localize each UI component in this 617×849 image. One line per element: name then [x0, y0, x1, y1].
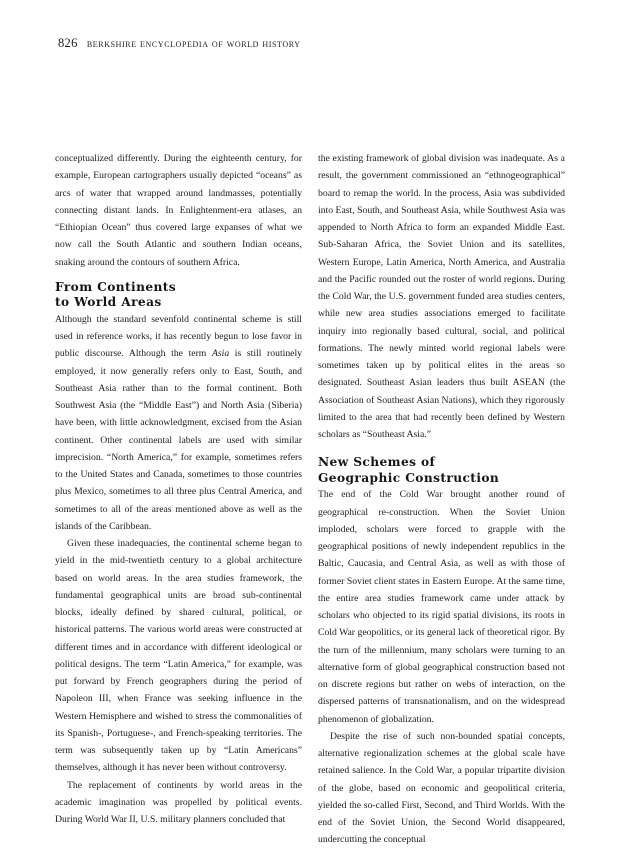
- running-head: [58, 36, 301, 51]
- emphasis: Asia: [211, 348, 230, 360]
- right-column: [318, 150, 565, 849]
- heading-line: From Continents: [55, 279, 177, 294]
- left-column: [55, 150, 302, 828]
- section-heading-new-schemes: [318, 455, 565, 486]
- paragraph: conceptualized differently. During the eighteenth century, for example, European cartographers usually depicted “oceans” as arcs of water that wrapped around landmasses, potentially connecting distant lands. In Enlightenment-era atlases, an “Ethiopian Ocean” thus covered large expanses of what we now call the South Atlantic and southern Indian oceans, snaking around the contours of southern Africa.: [55, 153, 302, 268]
- text-run: is still routinely employed, it now generally refers only to East, South, and Southeast Asia rather than to the formal continent. Both Southwest Asia (the “Middle East”) and North Asia (Siberia) have been, with little acknowledgment, excised from the Asian continent. Other continental labels are used with similar imprecision. “North America,” for example, sometimes refers to the United States and Canada, sometimes to those countries plus Mexico, sometimes to all three plus Central America, and sometimes to all of the areas mentioned above as well as the islands of the Caribbean.: [55, 348, 303, 532]
- heading-line: New Schemes of: [318, 455, 436, 470]
- text-run: Although the standard sevenfold continental scheme is still used in reference works, it has recently begun to lose favor in public discourse. Although the term: [55, 313, 302, 360]
- book-title: berkshire encyclopedia of world history: [86, 38, 301, 50]
- paragraph: Despite the rise of such non-bounded spatial concepts, alternative regionalization schemes at the global scale have retained salience. In the Cold War, a popular tripartite division of the globe, based on economic and geopolitical criteria, yielded the so-called First, Second, and Third Worlds. With the end of the Soviet Union, the Second World disappeared, undercutting the conceptual: [318, 730, 565, 846]
- section-heading-continents: [55, 280, 302, 311]
- page-number: 826: [58, 36, 78, 50]
- paragraph: The replacement of continents by world areas in the academic imagination was propelled by political events. During World War II, U.S. military planners concluded that: [55, 779, 302, 825]
- heading-line: to World Areas: [55, 295, 162, 310]
- heading-line: Geographic Construction: [318, 470, 500, 485]
- paragraph: The end of the Cold War brought another round of geographical re-construction. When the Soviet Union imploded, scholars were forced to grapple with the geographical positions of newly independent republics in the Baltic, Caucasia, and Central Asia, as well as with those of former Soviet client states in Eastern Europe. At the same time, the entire area studies framework came under attack by scholars who objected to its rigid spatial divisions, its roots in Cold War geopolitics, or its general lack of theoretical rigor. By the turn of the millennium, many scholars were turning to an alternative form of global geographical construction based not on discrete regions but rather on webs of interaction, on the dispersed patterns of transnationalism, and on the widespread phenomenon of globalization.: [318, 489, 565, 725]
- paragraph: the existing framework of global division was inadequate. As a result, the government commissioned an “ethnogeographical” board to remap the world. In the process, Asia was subdivided into East, South, and Southeast Asia, while Southwest Asia was appended to North Africa to form an expanded Middle East. Sub-Saharan Africa, the Soviet Union and its satellites, Western Europe, Latin America, North America, and Australia and the Pacific rounded out the roster of world regions. During the Cold War, the U.S. government funded area studies centers, while new area studies associations emerged to facilitate inquiry into regionally based cultural, social, and political formations. The newly minted world regional labels were sometimes taken up by political elites in the areas so designated. Southeast Asian leaders thus built ASEAN (the Association of Southeast Asian Nations), which they rigorously limited to the area that had recently been defined by Western scholars as “Southeast Asia.”: [318, 153, 565, 440]
- paragraph: Given these inadequacies, the continental scheme began to yield in the mid-twentieth century to a global architecture based on world areas. In the area studies framework, the fundamental geographical units are broad sub-continental blocks, ideally defined by shared cultural, political, or historical patterns. The various world areas were constructed at different times and in accordance with different ideological or political designs. The term “Latin America,” for example, was put forward by French geographers during the period of Napoleon III, when France was seeking influence in the Western Hemisphere and wished to stress the commonalities of its Spanish-, Portuguese-, and French-speaking territories. The term was subsequently taken up by “Latin Americans” themselves, although it has never been without controversy.: [55, 538, 302, 774]
- paragraph: [55, 311, 302, 535]
